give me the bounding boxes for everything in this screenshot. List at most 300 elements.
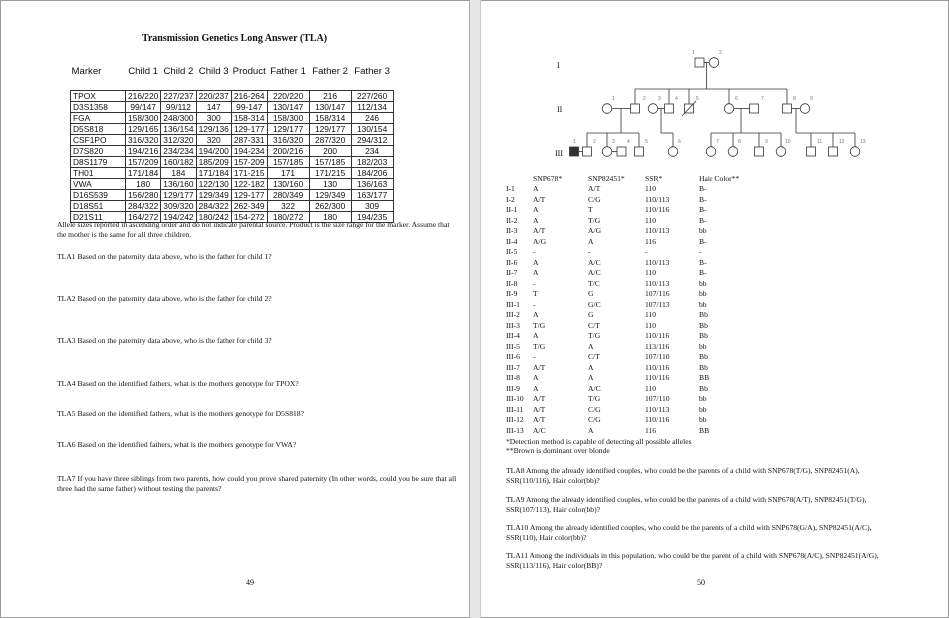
paternity-table-body	[71, 91, 394, 223]
pedigree-male-i-1	[695, 58, 704, 67]
genotype-cell: 110/116	[645, 373, 670, 382]
allele-cell: 180	[309, 212, 351, 223]
document-title: Transmission Genetics Long Answer (TLA)	[141, 33, 328, 44]
individual-id-cell: III-3	[506, 320, 520, 330]
genotype-cell: 110/113	[645, 194, 670, 204]
id-iii-11: 11	[817, 139, 823, 145]
genotype-cell: A	[533, 257, 539, 267]
id-iii-3: 3	[612, 139, 615, 145]
genotype-cell: A/T	[588, 184, 601, 193]
genotype-cell: -	[533, 278, 536, 288]
pedigree-male-iii-9	[755, 147, 764, 156]
allele-cell: 184/206	[351, 168, 393, 179]
genotype-cell: B-	[699, 184, 707, 193]
allele-cell: 154-272	[231, 212, 267, 223]
allele-cell: 129/136	[196, 124, 231, 135]
individual-id-cell: II-7	[506, 268, 518, 277]
table-row	[71, 168, 394, 179]
genotype-cell: C/G	[588, 415, 601, 424]
table-row	[71, 157, 394, 168]
genotype-cell: -	[588, 247, 591, 256]
genotype-cell: A	[533, 215, 539, 225]
individual-id-cell: III-8	[506, 373, 520, 382]
allele-cell: 129-177	[231, 124, 267, 135]
page-49	[0, 0, 469, 618]
allele-cell: 129/177	[309, 124, 351, 135]
individual-id-cell: III-12	[506, 415, 524, 424]
allele-cell: 284/322	[196, 201, 231, 212]
genotype-cell: A	[533, 268, 539, 277]
id-iii-1: 1	[573, 139, 576, 145]
allele-cell: 156/280	[126, 190, 161, 201]
pedigree-female-iii-6	[668, 147, 678, 157]
allele-cell: 200	[309, 146, 351, 157]
pedigree-male-iii-4	[617, 147, 626, 156]
allele-cell: 129/165	[126, 124, 161, 135]
marker-name-cell: D21S11	[71, 212, 126, 223]
genotype-cell: G	[588, 289, 594, 298]
genotype-cell: B-	[699, 268, 707, 277]
allele-cell: 262-349	[231, 201, 267, 212]
genotype-cell: 107/110	[645, 394, 670, 403]
individual-id-cell: III-4	[506, 331, 520, 340]
allele-cell: 158/314	[309, 113, 351, 124]
pedigree-female-iii-10	[776, 147, 786, 157]
genotype-cell: -	[645, 247, 648, 256]
allele-cell: 248/300	[161, 113, 196, 124]
allele-cell: 194/216	[126, 146, 161, 157]
genotype-cell: T	[533, 289, 538, 298]
genotype-cell: bb	[699, 341, 707, 351]
genotype-cell: C/G	[588, 404, 601, 414]
id-i-1: 1	[692, 50, 695, 56]
id-i-2: 2	[719, 50, 722, 56]
genotype-cell: 110	[645, 310, 657, 319]
genotype-cell: bb	[699, 415, 707, 424]
allele-cell: 316/320	[267, 135, 309, 146]
pedigree-chart	[555, 40, 875, 170]
genotype-cell: T/G	[588, 331, 601, 340]
allele-cell: 112/134	[351, 102, 393, 113]
allele-cell: 171/184	[126, 168, 161, 179]
allele-cell: 309	[351, 201, 393, 212]
allele-cell: 180/272	[267, 212, 309, 223]
genotype-cell: Bb	[699, 310, 708, 319]
table-row	[71, 124, 394, 135]
individual-id-cell: III-6	[506, 352, 520, 361]
genotype-cell: bb	[699, 394, 707, 403]
id-ii-1: 1	[612, 96, 615, 102]
allele-cell: 322	[267, 201, 309, 212]
genotype-cell: 110	[645, 383, 657, 393]
genotype-cell: T/C	[588, 278, 600, 288]
allele-cell: 129/349	[309, 190, 351, 201]
genotype-cell: 110/116	[645, 205, 670, 214]
question-tla2: TLA2 Based on the paternity data above, who is the father for child 2?	[57, 294, 272, 303]
allele-cell: 129-177	[231, 190, 267, 201]
question-tla7: TLA7 If you have three siblings from two parents, how could you prove shared paternity (In other words, could you be sure that all three had the same father) without testing the parents?	[57, 474, 457, 493]
page-50	[480, 0, 949, 618]
allele-cell: 136/154	[161, 124, 196, 135]
allele-cell: 234	[351, 146, 393, 157]
marker-name-cell: CSF1PO	[71, 135, 126, 146]
table-row	[71, 135, 394, 146]
allele-cell: 130/147	[309, 102, 351, 113]
allele-cell: 294/312	[351, 135, 393, 146]
individual-id-cell: III-7	[506, 362, 520, 372]
genotype-cell: A	[533, 184, 539, 193]
allele-cell: 99/112	[161, 102, 196, 113]
genotype-cell: 110	[645, 268, 657, 277]
individual-id-cell: III-11	[506, 404, 524, 414]
allele-cell: 280/349	[267, 190, 309, 201]
question-tla10: TLA10 Among the already identified couples, who could be the parents of a child with SNP678(G/A), SNP82451(A/C), SSR(110), Hair color(bb)?	[506, 523, 872, 542]
header-hair-color: Hair Color**	[699, 174, 740, 183]
generation-label-iii: III	[555, 149, 563, 158]
genotype-cell: B-	[699, 236, 707, 246]
allele-cell: 246	[351, 113, 393, 124]
allele-cell: 182/203	[351, 157, 393, 168]
allele-cell: 194-234	[231, 146, 267, 157]
allele-cell: 234/234	[161, 146, 196, 157]
header-child-2: Child 2	[163, 66, 194, 77]
allele-cell: 216-264	[231, 91, 267, 102]
allele-cell: 287-331	[231, 135, 267, 146]
pedigree-female-ii-3	[648, 104, 658, 114]
header-product: Product	[232, 66, 266, 77]
pedigree-female-iii-13	[850, 147, 860, 157]
genotype-cell: C/G	[588, 194, 601, 204]
genotype-cell: BB	[699, 373, 710, 382]
table-row	[71, 113, 394, 124]
allele-cell: 171/184	[196, 168, 231, 179]
genotype-cell: A/T	[533, 194, 546, 204]
allele-cell: 130	[309, 179, 351, 190]
header-child-1: Child 1	[128, 66, 159, 77]
allele-cell: 227/260	[351, 91, 393, 102]
allele-cell: 130/147	[267, 102, 309, 113]
genotype-cell: A/G	[533, 236, 547, 246]
pedigree-female-i-2	[709, 58, 719, 68]
pedigree-male-ii-7	[750, 104, 759, 113]
id-ii-7: 7	[761, 96, 764, 102]
question-tla8: TLA8 Among the already identified couples, who could be the parents of a child with SNP678(T/G), SNP82451(A), SSR(110/116), Hair color(bb)?	[506, 466, 860, 485]
genotype-cell: B-	[699, 257, 707, 267]
allele-cell: 99-147	[231, 102, 267, 113]
allele-cell: 194/235	[351, 212, 393, 223]
individual-id-cell: III-13	[506, 425, 524, 435]
allele-cell: 194/242	[161, 212, 196, 223]
allele-cell: 194/200	[196, 146, 231, 157]
genotype-cell: A	[588, 425, 594, 435]
individual-id-cell: II-1	[506, 205, 518, 214]
pedigree-male-iii-5	[635, 147, 644, 156]
genotype-cell: T/G	[588, 215, 601, 225]
genotype-cell: A/T	[533, 362, 546, 372]
question-tla11: TLA11 Among the individuals in this population, who could be the parent of a child with SNP678(A/C), SNP82451(A/G), SSR(113/116), Hair color(BB)?	[506, 551, 879, 570]
genotype-cell: 107/110	[645, 352, 670, 361]
genotype-cell: A/T	[533, 394, 546, 403]
pedigree-male-ii-4	[665, 104, 674, 113]
id-iii-2: 2	[593, 139, 596, 145]
genotype-cell: G	[588, 310, 594, 319]
genotype-cell: A/G	[588, 226, 602, 235]
allele-cell: 163/177	[351, 190, 393, 201]
paternity-header-row	[71, 66, 394, 91]
allele-cell: 164/272	[126, 212, 161, 223]
allele-cell: 129/349	[196, 190, 231, 201]
pedigree-male-ii-2	[631, 104, 640, 113]
id-iii-7: 7	[716, 139, 719, 145]
pedigree-female-iii-3	[602, 147, 612, 157]
pedigree-female-ii-1	[602, 104, 612, 114]
genotype-cell: A/C	[588, 257, 601, 267]
genotype-cell: -	[533, 247, 536, 256]
genotype-cell: Bb	[699, 331, 708, 340]
generation-label-i: I	[557, 61, 560, 70]
header-father-3: Father 3	[354, 66, 390, 77]
genotype-cell: A	[588, 341, 594, 351]
individual-id-cell: I-1	[506, 184, 515, 193]
table-row	[71, 146, 394, 157]
genotype-cell: 110	[645, 215, 657, 225]
genotype-cell: A	[533, 373, 539, 382]
page-number-50: 50	[697, 578, 705, 587]
individual-id-cell: I-2	[506, 194, 515, 204]
genotype-cell: bb	[699, 289, 707, 298]
id-ii-8: 8	[793, 96, 796, 102]
pedigree-female-ii-9	[800, 104, 810, 114]
marker-name-cell: FGA	[71, 113, 126, 124]
genotype-cell: T/G	[533, 341, 546, 351]
allele-cell: 184	[161, 168, 196, 179]
genotype-cell: -	[699, 247, 702, 256]
genotype-cell: T	[588, 205, 593, 214]
genotype-cell: 110	[645, 184, 657, 193]
pedigree-female-iii-8	[728, 147, 738, 157]
marker-name-cell: TPOX	[71, 91, 126, 102]
id-iii-5: 5	[645, 139, 648, 145]
genotype-cell: A/C	[588, 268, 601, 277]
allele-cell: 147	[196, 102, 231, 113]
header-father-1: Father 1	[270, 66, 306, 77]
genotype-cell: A/T	[533, 404, 546, 414]
header-father-2: Father 2	[312, 66, 348, 77]
genotype-cell: 107/113	[645, 299, 670, 309]
id-ii-9: 9	[810, 96, 813, 102]
allele-cell: 284/322	[126, 201, 161, 212]
table-row	[71, 102, 394, 113]
genotype-cell: BB	[699, 425, 710, 435]
allele-cell: 99/147	[126, 102, 161, 113]
id-iii-4: 4	[627, 139, 630, 145]
genotype-cell: T/G	[533, 320, 546, 330]
id-iii-9: 9	[765, 139, 768, 145]
allele-cell: 180/242	[196, 212, 231, 223]
allele-cell: 130/154	[351, 124, 393, 135]
id-iii-12: 12	[839, 139, 845, 145]
genotype-cell: 116	[645, 425, 657, 435]
id-ii-5: 5	[696, 96, 699, 102]
genotype-cell: A	[588, 362, 594, 372]
marker-name-cell: D8S1179	[71, 157, 126, 168]
allele-cell: 200/216	[267, 146, 309, 157]
genotype-cell: 113/116	[645, 341, 670, 351]
genotype-cell: C/T	[588, 352, 600, 361]
individual-id-cell: II-9	[506, 289, 518, 298]
genotype-cell: Bb	[699, 362, 708, 372]
individual-id-cell: II-8	[506, 278, 518, 288]
genotype-cell: bb	[699, 404, 707, 414]
allele-cell: 129/177	[161, 190, 196, 201]
genotype-cell: T/G	[588, 394, 601, 403]
question-tla4: TLA4 Based on the identified fathers, what is the mothers genotype for TPOX?	[57, 379, 299, 388]
table-note: Allele sizes reported in ascending order and do not indicate parental source. Product is the size range for the marker. Assume that the mother is the same for all three children.	[57, 220, 450, 239]
allele-cell: 157-209	[231, 157, 267, 168]
allele-cell: 157/185	[309, 157, 351, 168]
allele-cell: 158/300	[267, 113, 309, 124]
marker-name-cell: D18S51	[71, 201, 126, 212]
individual-id-cell: II-6	[506, 257, 518, 267]
individual-id-cell: III-5	[506, 341, 520, 351]
genotype-cell: A/T	[533, 226, 546, 235]
table-row	[71, 179, 394, 190]
marker-name-cell: D16S539	[71, 190, 126, 201]
genotype-cell: bb	[699, 226, 707, 235]
pedigree-male-ii-8	[783, 104, 792, 113]
marker-name-cell: D7S820	[71, 146, 126, 157]
paternity-table	[70, 66, 394, 223]
table-row	[71, 201, 394, 212]
allele-cell: 158/300	[126, 113, 161, 124]
generation-label-ii: II	[557, 105, 563, 114]
genotype-cell: A	[588, 373, 594, 382]
individual-id-cell: III-2	[506, 310, 520, 319]
allele-cell: 158-314	[231, 113, 267, 124]
pedigree-male-iii-12	[829, 147, 838, 156]
genotype-cell: C/T	[588, 320, 600, 330]
genotype-cell: A	[533, 310, 539, 319]
allele-cell: 216	[309, 91, 351, 102]
allele-cell: 220/220	[267, 91, 309, 102]
header-ssr: SSR*	[645, 174, 663, 183]
individual-id-cell: III-10	[506, 394, 524, 403]
allele-cell: 136/163	[351, 179, 393, 190]
genotype-cell: G/C	[588, 299, 601, 309]
pedigree-female-ii-6	[724, 104, 734, 114]
id-iii-8: 8	[738, 139, 741, 145]
question-tla9: TLA9 Among the already identified couples, who could be the parents of a child with SNP678(A/T), SNP82451(T/G), SSR(107/113), Hair color(bb)?	[506, 495, 867, 514]
page-number-49: 49	[246, 578, 254, 587]
genotype-cell: 110/116	[645, 362, 670, 372]
header-snp82451: SNP82451*	[588, 174, 625, 183]
allele-cell: 122-182	[231, 179, 267, 190]
pedigree-male-iii-1-affected	[570, 147, 579, 156]
question-tla6: TLA6 Based on the identified fathers, what is the mothers genotype for VWA?	[57, 440, 297, 449]
header-child-3: Child 3	[198, 66, 229, 77]
individual-id-cell: II-2	[506, 215, 518, 225]
allele-cell: 122/130	[196, 179, 231, 190]
genotype-cell: B-	[699, 194, 707, 204]
allele-cell: 316/320	[126, 135, 161, 146]
table-row	[71, 91, 394, 102]
individual-id-cell: II-4	[506, 236, 518, 246]
allele-cell: 220/237	[196, 91, 231, 102]
individual-id-cell: III-9	[506, 383, 520, 393]
genotype-cell: B-	[699, 215, 707, 225]
allele-cell: 312/320	[161, 135, 196, 146]
genotype-cell: Bb	[699, 383, 708, 393]
allele-cell: 171/215	[309, 168, 351, 179]
allele-cell: 157/185	[267, 157, 309, 168]
genotype-cell: -	[533, 299, 536, 309]
genotype-cell: A	[533, 205, 539, 214]
genotype-cell: 110/113	[645, 257, 670, 267]
individual-id-cell: II-5	[506, 247, 518, 256]
pedigree-male-iii-11	[807, 147, 816, 156]
id-ii-4: 4	[675, 96, 678, 102]
footnote-detection: *Detection method is capable of detecting all possible alleles	[506, 437, 692, 446]
pedigree-male-iii-2	[583, 147, 592, 156]
question-tla3: TLA3 Based on the paternity data above, who is the father for child 3?	[57, 336, 272, 345]
question-tla5: TLA5 Based on the identified fathers, what is the mothers genotype for D5S818?	[57, 409, 304, 418]
individual-id-cell: III-1	[506, 299, 520, 309]
allele-cell: 309/320	[161, 201, 196, 212]
genotype-cell: bb	[699, 299, 707, 309]
id-iii-10: 10	[785, 139, 791, 145]
allele-cell: 171	[267, 168, 309, 179]
question-tla1: TLA1 Based on the paternity data above, who is the father for child 1?	[57, 252, 272, 261]
genotype-cell: A	[588, 236, 594, 246]
allele-cell: 171-215	[231, 168, 267, 179]
genotype-cell: 110/116	[645, 331, 670, 340]
genotype-cell: Bb	[699, 352, 708, 361]
genotype-cell: A/T	[533, 415, 546, 424]
genotype-cell: 107/116	[645, 289, 670, 298]
id-ii-3: 3	[658, 96, 661, 102]
id-ii-6: 6	[735, 96, 738, 102]
id-ii-2: 2	[643, 96, 646, 102]
genotype-cell: A	[533, 331, 539, 340]
allele-cell: 185/209	[196, 157, 231, 168]
genotype-cell: bb	[699, 278, 707, 288]
allele-cell: 136/160	[161, 179, 196, 190]
allele-cell: 160/182	[161, 157, 196, 168]
genotype-cell: A/C	[533, 425, 546, 435]
genotype-cell: 110/113	[645, 278, 670, 288]
allele-cell: 130/160	[267, 179, 309, 190]
genotype-cell: -	[533, 352, 536, 361]
genotype-cell: B-	[699, 205, 707, 214]
pedigree-female-iii-7	[706, 147, 716, 157]
genotype-cell: 116	[645, 236, 657, 246]
genotype-cell: 110/113	[645, 404, 670, 414]
allele-cell: 287/320	[309, 135, 351, 146]
genotype-cell: A	[533, 383, 539, 393]
allele-cell: 129/177	[267, 124, 309, 135]
genotype-cell: 110/113	[645, 226, 670, 235]
allele-cell: 320	[196, 135, 231, 146]
genotype-cell: A/C	[588, 383, 601, 393]
marker-name-cell: VWA	[71, 179, 126, 190]
allele-cell: 227/237	[161, 91, 196, 102]
footnote-dominance: **Brown is dominant over blonde	[506, 446, 610, 455]
genotype-cell: Bb	[699, 320, 708, 330]
header-marker: Marker	[71, 66, 102, 77]
header-snp678: SNP678*	[533, 174, 563, 183]
allele-cell: 180	[126, 179, 161, 190]
genotype-cell: 110	[645, 320, 657, 330]
